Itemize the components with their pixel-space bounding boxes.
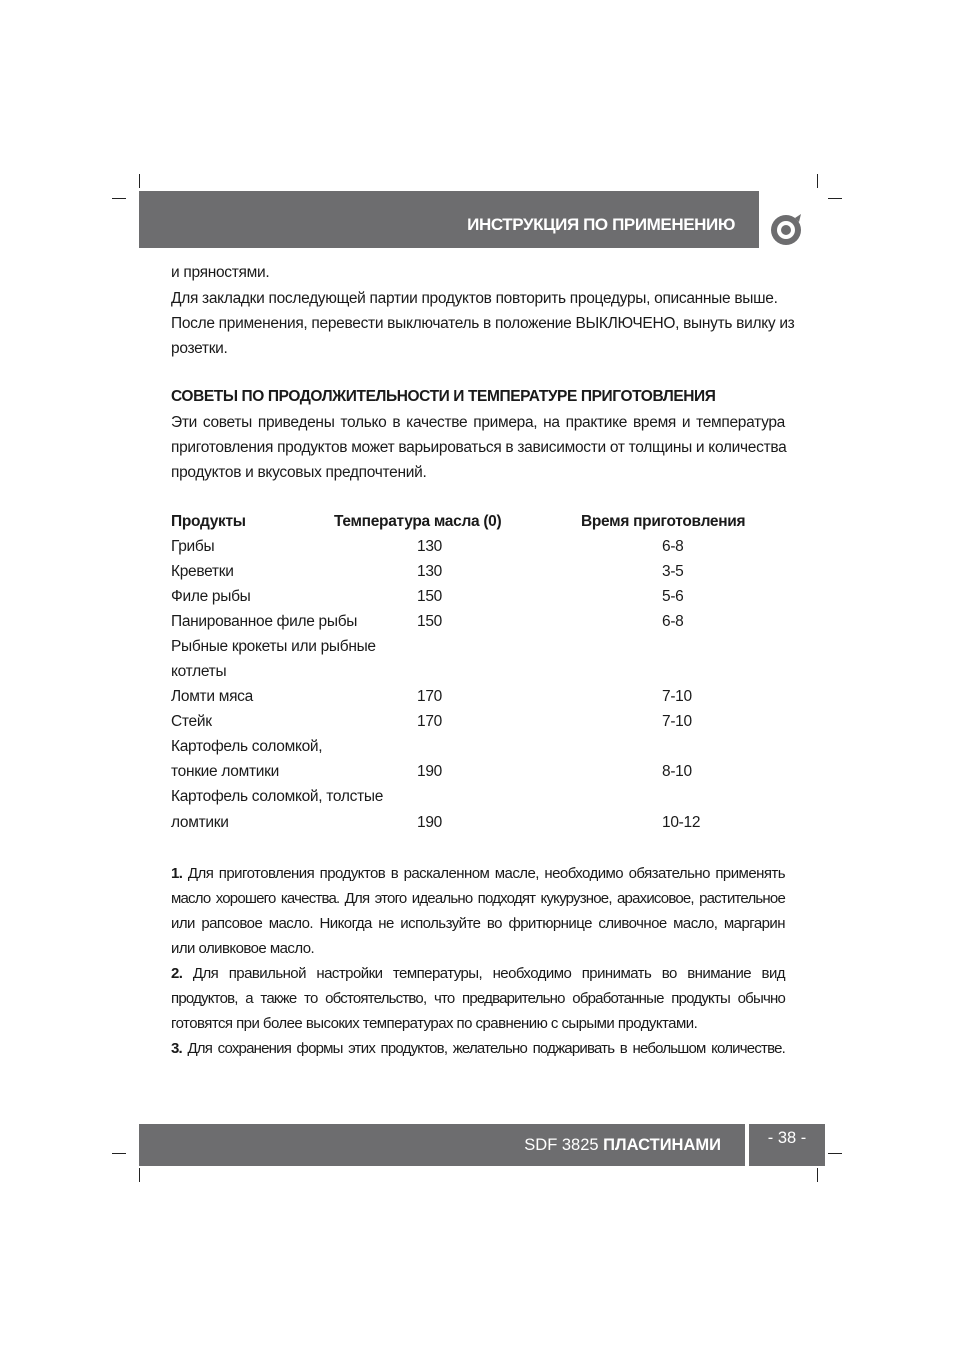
table-cell-product: Ломти мяса xyxy=(171,688,253,705)
table-cell-temp: 130 xyxy=(417,538,442,555)
model-name: ПЛАСТИНАМИ xyxy=(603,1136,721,1154)
crop-mark xyxy=(828,198,842,199)
table-cell-temp: 150 xyxy=(417,588,442,605)
table-cell-time: 8-10 xyxy=(662,763,692,780)
note-text: Для приготовления продуктов в раскаленном масле, необходимо обязательно применять xyxy=(187,865,785,882)
section-line: Эти советы приведены только в качестве примера, на практике время и температура xyxy=(171,414,785,431)
table-cell-product: Стейк xyxy=(171,713,212,730)
table-cell-product: Грибы xyxy=(171,538,215,555)
note-3-line xyxy=(171,1039,785,1059)
crop-mark xyxy=(828,1153,842,1154)
table-cell-temp: 170 xyxy=(417,713,442,730)
table-cell-product: Рыбные крокеты или рыбные xyxy=(171,638,376,655)
table-cell-temp: 190 xyxy=(417,763,442,780)
note-1-line xyxy=(171,864,785,884)
table-cell-time: 6-8 xyxy=(662,538,684,555)
intro-line: и пряностями. xyxy=(171,264,270,281)
note-1-line: масло хорошего качества. Для этого идеально подходят кукурузное, арахисовое, растительное xyxy=(171,890,785,907)
page-number: - 38 - xyxy=(749,1124,825,1166)
table-cell-product: Филе рыбы xyxy=(171,588,251,605)
table-cell-time: 10-12 xyxy=(662,814,701,831)
table-cell-temp: 130 xyxy=(417,563,442,580)
table-cell-time: 7-10 xyxy=(662,713,692,730)
note-number: 3. xyxy=(171,1040,182,1057)
crop-mark xyxy=(139,1168,140,1182)
table-cell-temp: 170 xyxy=(417,688,442,705)
table-cell-product: тонкие ломтики xyxy=(171,763,279,780)
note-text: Для правильной настройки температуры, необходимо принимать во внимание вид xyxy=(192,965,785,982)
table-header-product: Продукты xyxy=(171,513,246,530)
note-2-line: продуктов, а также то обстоятельство, что предварительно обработанные продукты обычно xyxy=(171,990,785,1007)
note-1-line: или рапсовое масло. Никогда не используйте во фритюрнице сливочное масло, маргарин xyxy=(171,915,785,932)
crop-mark xyxy=(817,174,818,188)
table-cell-time: 5-6 xyxy=(662,588,684,605)
table-cell-time: 7-10 xyxy=(662,688,692,705)
note-number: 2. xyxy=(171,965,183,982)
crop-mark xyxy=(112,1153,126,1154)
footer-bar xyxy=(139,1124,745,1166)
note-text: Для сохранения формы этих продуктов, желательно поджаривать в небольшом количестве. xyxy=(187,1040,785,1057)
language-o-icon xyxy=(768,212,804,248)
table-cell-product: котлеты xyxy=(171,663,227,680)
note-number: 1. xyxy=(171,865,183,882)
note-2-line xyxy=(171,964,785,984)
page-section-title: ИНСТРУКЦИЯ ПО ПРИМЕНЕНИЮ xyxy=(467,215,735,234)
crop-mark xyxy=(112,198,126,199)
section-line: продуктов и вкусовых предпочтений. xyxy=(171,464,427,481)
table-cell-product: Креветки xyxy=(171,563,234,580)
crop-mark xyxy=(139,174,140,188)
table-cell-product: Панированное филе рыбы xyxy=(171,613,358,630)
note-2-line: готовятся при более высоких температурах по сравнению с сырыми продуктами. xyxy=(171,1015,698,1032)
table-cell-product: Картофель соломкой, толстые xyxy=(171,788,384,805)
table-cell-temp: 150 xyxy=(417,613,442,630)
section-heading: СОВЕТЫ ПО ПРОДОЛЖИТЕЛЬНОСТИ И ТЕМПЕРАТУРЕ ПРИГОТОВЛЕНИЯ xyxy=(171,388,716,405)
model-number: SDF 3825 xyxy=(524,1136,599,1154)
note-1-line: или оливковое масло. xyxy=(171,940,315,957)
intro-line: розетки. xyxy=(171,340,228,357)
table-header-time: Время приготовления xyxy=(581,513,746,530)
table-cell-time: 6-8 xyxy=(662,613,684,630)
table-cell-product: Картофель соломкой, xyxy=(171,738,323,755)
table-cell-product: ломтики xyxy=(171,814,229,831)
crop-mark xyxy=(817,1168,818,1182)
footer-model-title xyxy=(524,1136,721,1155)
intro-line: После применения, перевести выключатель в положение ВЫКЛЮЧЕНО, вынуть вилку из xyxy=(171,315,795,332)
table-cell-temp: 190 xyxy=(417,814,442,831)
section-line: приготовления продуктов может варьироваться в зависимости от толщины и количества xyxy=(171,439,787,456)
intro-line: Для закладки последующей партии продуктов повторить процедуры, описанные выше. xyxy=(171,290,778,307)
table-cell-time: 3-5 xyxy=(662,563,684,580)
table-header-temp: Температура масла (0) xyxy=(334,513,502,530)
header-bar xyxy=(139,191,759,248)
